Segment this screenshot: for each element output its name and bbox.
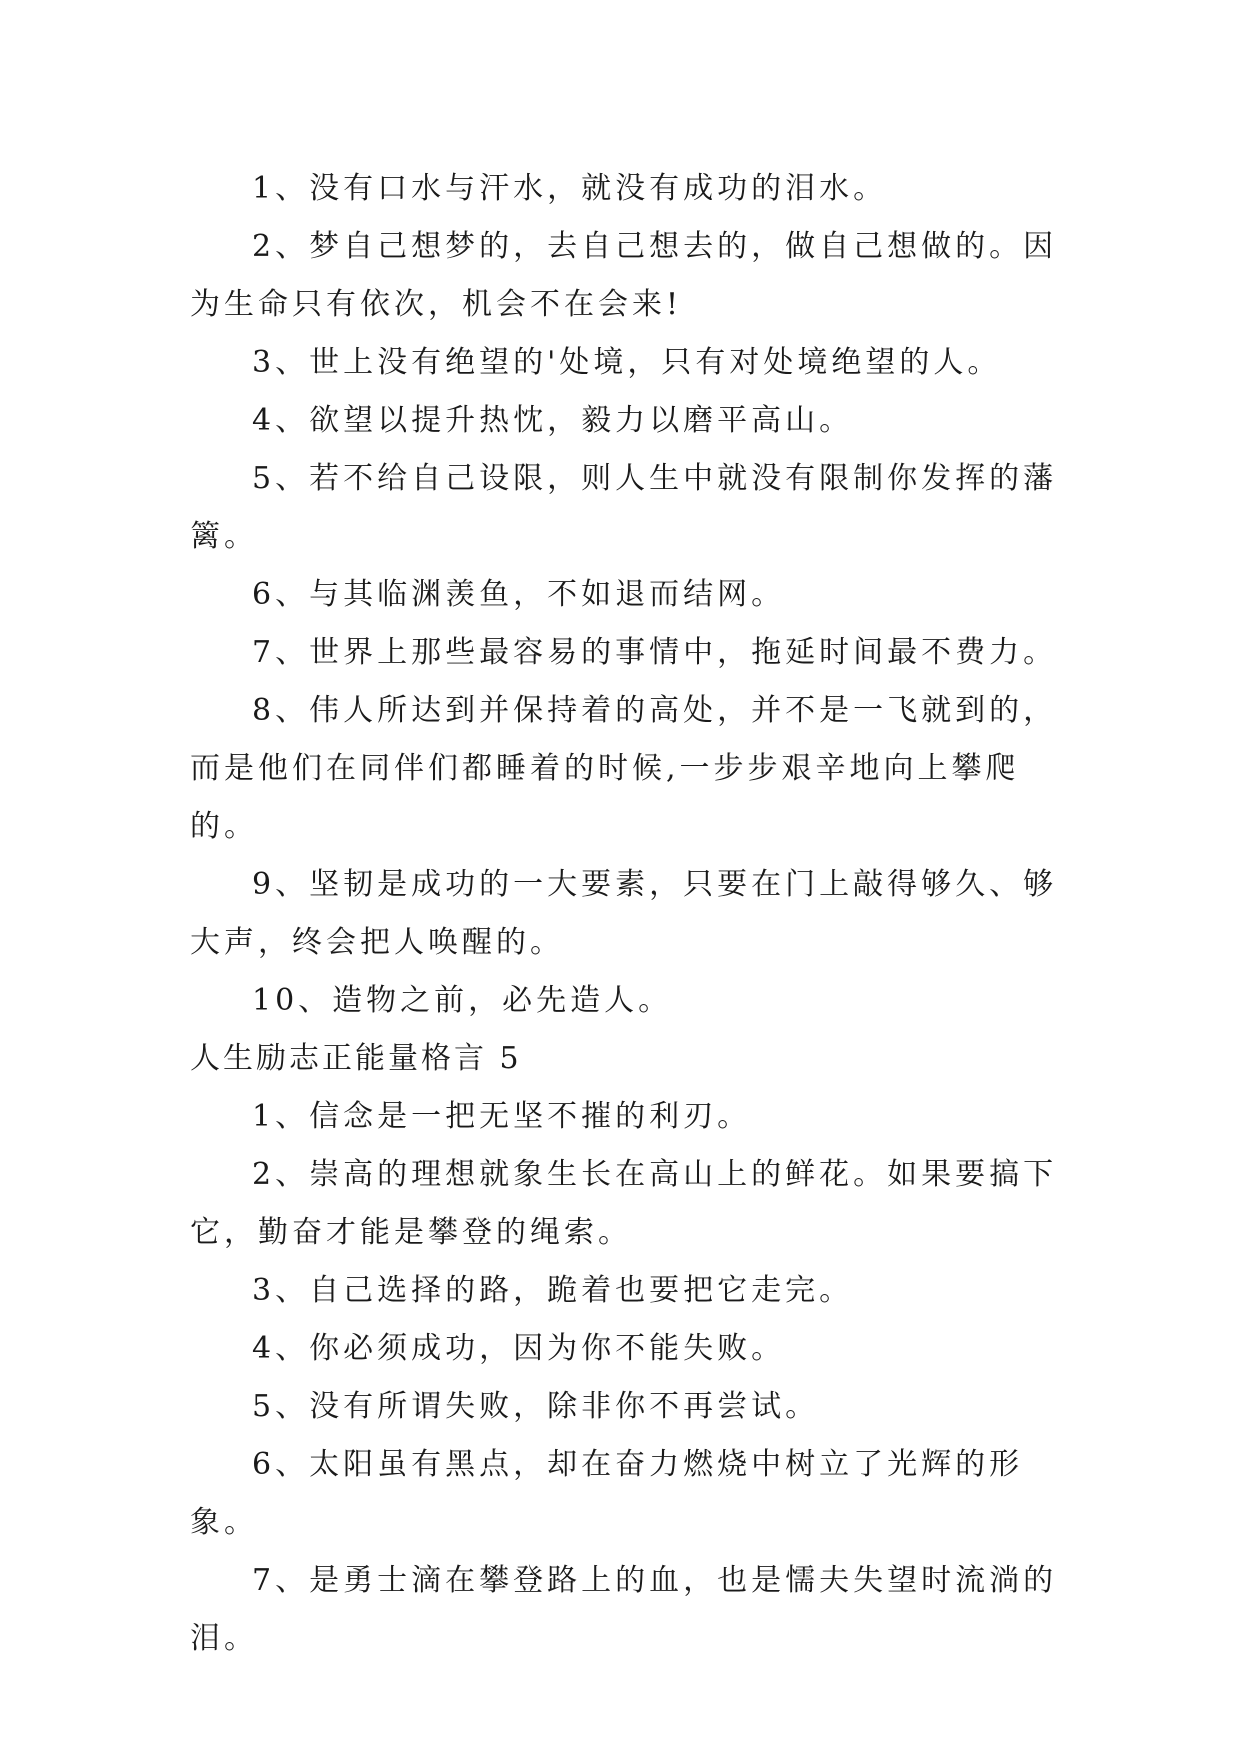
- list-item: 6、与其临渊羡鱼，不如退而结网。: [252, 577, 786, 612]
- list-item: 6、太阳虽有黑点，却在奋力燃烧中树立了光辉的形象。: [190, 1447, 1024, 1540]
- section-heading: 人生励志正能量格言 5: [190, 1041, 522, 1076]
- list-item: 1、没有口水与汗水，就没有成功的泪水。: [252, 171, 888, 206]
- list-item: 3、自己选择的路，跪着也要把它走完。: [252, 1273, 854, 1308]
- list-item: 7、是勇士滴在攀登路上的血，也是懦夫失望时流淌的泪。: [190, 1563, 1058, 1656]
- list-item: 8、伟人所达到并保持着的高处，并不是一飞就到的，而是他们在同伴们都睡着的时候,一步步艰辛地向上攀爬的。: [190, 693, 1058, 844]
- list-item: 3、世上没有绝望的'处境，只有对处境绝望的人。: [252, 345, 1002, 380]
- list-item: 5、没有所谓失败，除非你不再尝试。: [252, 1389, 820, 1424]
- list-item: 1、信念是一把无坚不摧的利刃。: [252, 1099, 752, 1134]
- list-item: 2、崇高的理想就象生长在高山上的鲜花。如果要搞下它，勤奋才能是攀登的绳索。: [190, 1157, 1058, 1250]
- list-item: 10、造物之前，必先造人。: [252, 983, 673, 1018]
- list-item: 9、坚韧是成功的一大要素，只要在门上敲得够久、够大声，终会把人唤醒的。: [190, 867, 1058, 960]
- list-item: 7、世界上那些最容易的事情中，拖延时间最不费力。: [252, 635, 1058, 670]
- list-item: 4、欲望以提升热忱，毅力以磨平高山。: [252, 403, 854, 438]
- list-item: 5、若不给自己设限，则人生中就没有限制你发挥的藩篱。: [190, 461, 1058, 554]
- list-item: 4、你必须成功，因为你不能失败。: [252, 1331, 786, 1366]
- document-body: [190, 160, 1060, 1668]
- list-item: 2、梦自己想梦的，去自己想去的，做自己想做的。因为生命只有依次，机会不在会来!: [190, 229, 1058, 322]
